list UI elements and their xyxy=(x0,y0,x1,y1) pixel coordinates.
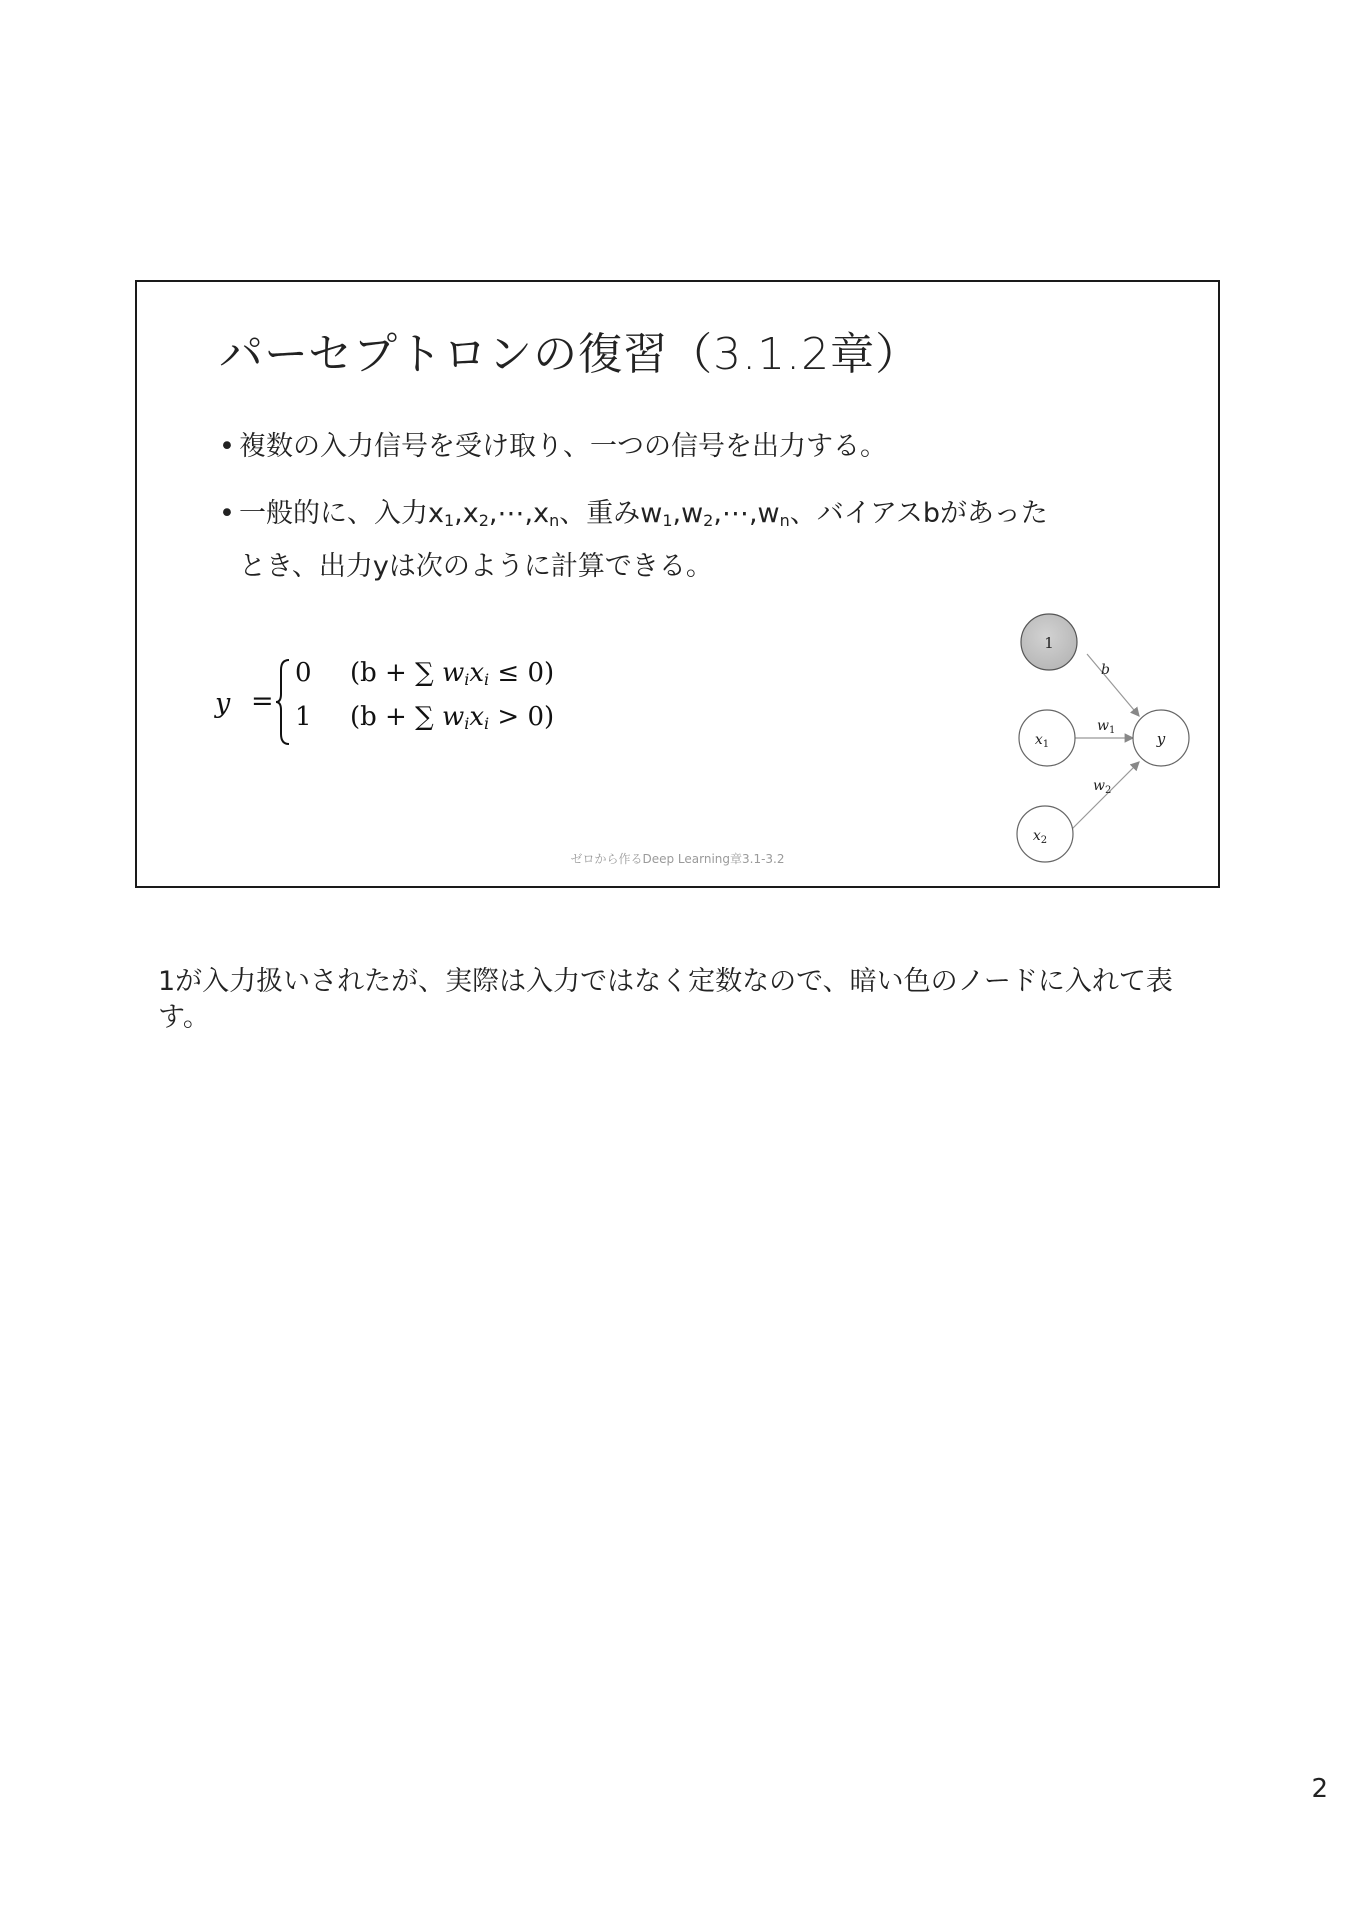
bullet-dot-icon: • xyxy=(219,498,235,529)
w2-label: $w_2$ xyxy=(1093,778,1112,796)
bullet-text: 、バイアスbがあった xyxy=(789,498,1048,529)
subscript: n xyxy=(779,511,790,530)
formula-case-row xyxy=(295,702,554,732)
bullet-text: ,x xyxy=(454,498,479,529)
case-condition: ≤ 0) xyxy=(489,658,555,688)
bullet-dot-icon: • xyxy=(219,431,235,462)
edge-w2 xyxy=(1071,762,1139,830)
w1-label: $w_1$ xyxy=(1097,718,1116,736)
subscript: i xyxy=(484,714,490,733)
case-condition: (b + ∑ xyxy=(350,658,442,688)
formula-case-row xyxy=(295,658,554,688)
perceptron-diagram xyxy=(897,602,1207,872)
formula-equals: = xyxy=(251,686,274,717)
subscript: 1 xyxy=(662,511,673,530)
edge-bias xyxy=(1087,654,1139,716)
left-brace-icon xyxy=(275,658,293,746)
bullet-text: 、重みw xyxy=(559,498,663,529)
subscript: i xyxy=(464,714,470,733)
bullet-continuation: とき、出力yは次のように計算できる。 xyxy=(239,551,713,582)
case-condition: > 0) xyxy=(489,702,555,732)
page-number: 2 xyxy=(1311,1774,1328,1804)
bullet-text: ,⋯,w xyxy=(713,498,780,529)
slide-title: パーセプトロンの復習（3.1.2章） xyxy=(219,329,921,380)
bullet-text: 複数の入力信号を受け取り、一つの信号を出力する。 xyxy=(239,431,887,462)
slide-frame xyxy=(135,280,1220,888)
subscript: 2 xyxy=(703,511,714,530)
case-value: 1 xyxy=(295,702,312,732)
input-node-x1 xyxy=(1019,710,1075,766)
subscript: 1 xyxy=(443,511,455,530)
input-symbol: x xyxy=(469,702,484,732)
bullet-text: 一般的に、入力x xyxy=(239,498,444,529)
bullet-text: ,⋯,x xyxy=(488,498,550,529)
subscript: i xyxy=(484,670,490,689)
formula-lhs: y xyxy=(215,688,231,719)
slide-footer: ゼロから作るDeep Learning章3.1-3.2 xyxy=(570,852,785,866)
subscript: i xyxy=(464,670,470,689)
case-value: 0 xyxy=(295,658,312,688)
input-symbol: x xyxy=(469,658,484,688)
y-label: y xyxy=(1156,730,1166,748)
weight-symbol: w xyxy=(441,702,465,732)
bias-edge-label: b xyxy=(1101,662,1110,678)
x1-label: $x_1$ xyxy=(1034,732,1050,750)
subscript: n xyxy=(549,511,560,530)
bias-node-label: 1 xyxy=(1044,634,1054,652)
note-text: 1が入力扱いされたが、実際は入力ではなく定数なので、暗い色のノードに入れて表す。 xyxy=(158,966,1173,1033)
case-condition: (b + ∑ xyxy=(350,702,442,732)
perceptron-formula xyxy=(215,652,635,752)
subscript: 2 xyxy=(478,511,489,530)
weight-symbol: w xyxy=(441,658,465,688)
bullet-item xyxy=(219,424,887,470)
bullet-item xyxy=(219,491,1048,537)
bullet-text: ,w xyxy=(672,498,704,529)
x2-label: $x_2$ xyxy=(1032,828,1048,846)
